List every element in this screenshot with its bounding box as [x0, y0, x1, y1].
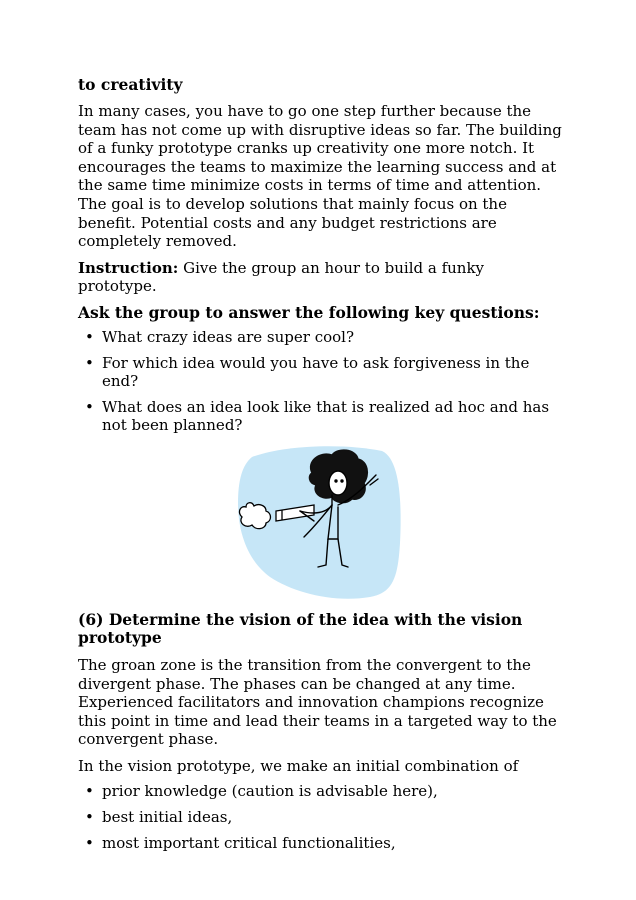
- instruction-line: [78, 259, 564, 296]
- funky-prototype-illustration: [234, 443, 406, 601]
- list-item: • best initial ideas,: [78, 808, 564, 827]
- instruction-label: Instruction:: [78, 258, 179, 277]
- face: [329, 471, 347, 495]
- questions-heading: Ask the group to answer the following key questions:: [78, 302, 540, 322]
- list-item: • most important critical functionalities,: [78, 834, 564, 853]
- instruction-text: Give the group an hour to build a funky prototype.: [78, 258, 485, 296]
- list-item: • For which idea would you have to ask forgiveness in the end?: [78, 354, 564, 391]
- section-heading-vision: (6) Determine the vision of the idea with the vision prototype: [78, 609, 523, 647]
- vision-intro: In the vision prototype, we make an initial combination of: [78, 756, 519, 775]
- list-item: • What does an idea look like that is realized ad hoc and has not been planned?: [78, 398, 564, 435]
- creativity-paragraph: In many cases, you have to go one step further because the team has not come up with disruptive ideas so far. The building of a funky prototype cranks up creativity one more notch. It encourages the teams to maximize the learning success and at the same time minimize costs in terms of time and attention. The goal is to develop solutions that mainly focus on the benefit. Potential costs and any budget restrictions are completely removed.: [78, 102, 562, 251]
- vision-items-list: [78, 782, 564, 852]
- questions-list: [78, 328, 564, 435]
- list-item: • prior knowledge (caution is advisable here),: [78, 782, 564, 801]
- page-content: [78, 76, 564, 852]
- list-item: • What crazy ideas are super cool?: [78, 328, 564, 347]
- vision-paragraph: The groan zone is the transition from the convergent to the divergent phase. The phases can be changed at any time. Experienced facilitators and innovation champions recognize this point in time and lead their teams in a targeted way to the convergent phase.: [78, 655, 557, 749]
- section-heading-creativity: to creativity: [78, 75, 183, 94]
